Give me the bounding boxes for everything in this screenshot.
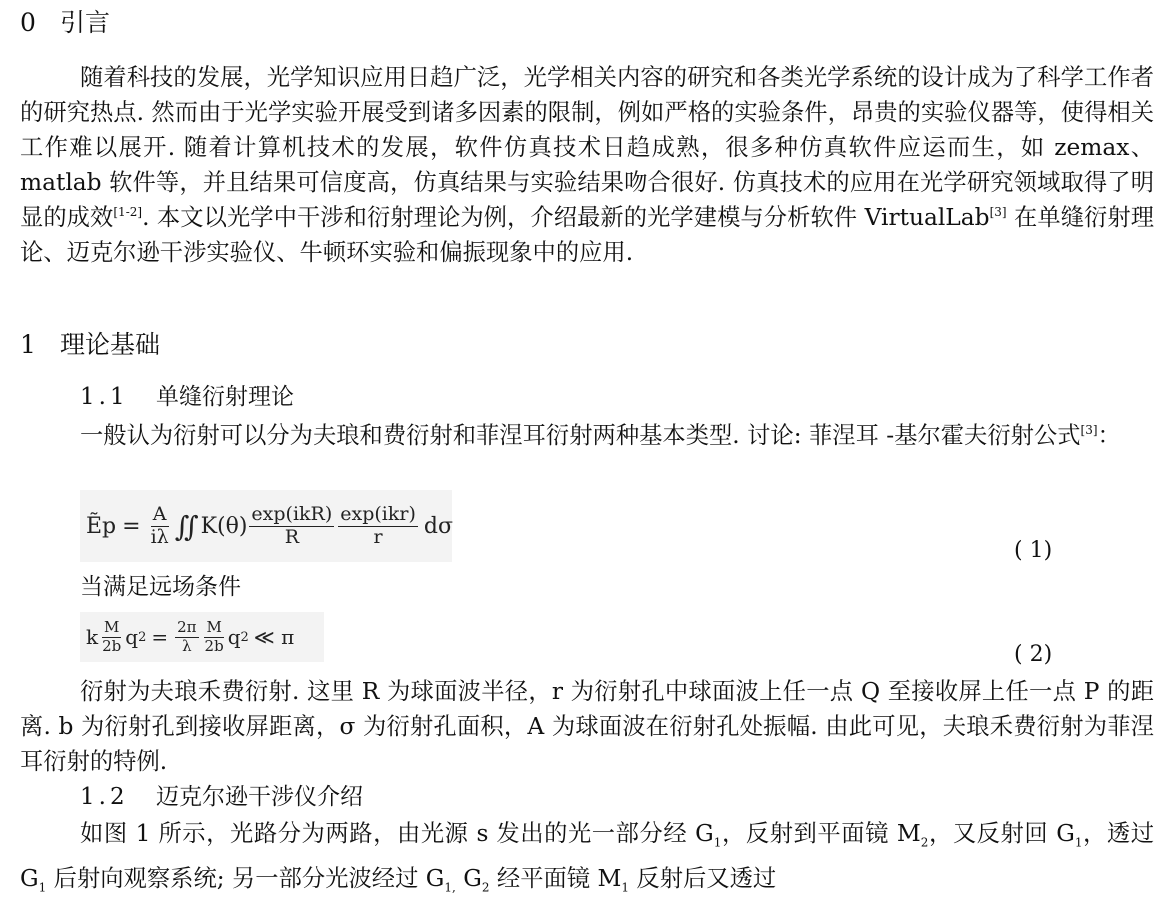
section-title: 引言 bbox=[60, 8, 111, 37]
formula-exponent: 2 bbox=[138, 629, 147, 645]
formula-equals: = bbox=[151, 625, 169, 649]
section-number: 1 bbox=[20, 330, 36, 359]
diffraction-text: 一般认为衍射可以分为夫琅和费衍射和菲涅耳衍射两种基本类型. 讨论: 菲涅耳 -基尔霍夫衍射公式 bbox=[80, 422, 1081, 449]
subsection-heading-1-1 bbox=[80, 382, 294, 412]
intro-text-2: . 本文以光学中干涉和衍射理论为例，介绍最新的光学建模与分析软件 VirtualLab bbox=[142, 204, 990, 231]
section-heading-theory bbox=[20, 330, 160, 360]
formula-relation: ≪ π bbox=[253, 625, 295, 649]
formula-fraction: $\frac{\text{exp(ikr)}}{r}$ bbox=[340, 502, 416, 548]
formula-far-field bbox=[80, 612, 324, 662]
formula-fraction: $\frac{A}{i\lambda}$ bbox=[150, 502, 169, 548]
formula-equals: = bbox=[122, 513, 141, 539]
subsection-heading-1-2 bbox=[80, 782, 363, 812]
formula-lhs: Ẽp bbox=[86, 513, 117, 539]
formula-fraction: $\frac{\text{exp(ikR)}}{R}$ bbox=[251, 502, 333, 548]
section-heading-intro bbox=[20, 8, 110, 38]
subsection-number: 1.1 bbox=[80, 384, 129, 410]
equation-number-2: ( 2) bbox=[1014, 642, 1053, 667]
subsection-number: 1.2 bbox=[80, 784, 129, 810]
intro-text-1: 随着科技的发展，光学知识应用日趋广泛，光学相关内容的研究和各类光学系统的设计成为了科学工作者的研究热点. 然而由于光学实验开展受到诸多因素的限制，例如严格的实验条件，昂贵的实验仪器等，使得相关工作难以展开. 随着计算机技术的发展，软件仿真技术日趋成熟，很多种仿真软件应运而生，如 zemax、matlab 软件等，并且结果可信度高，仿真结果与实验结果吻合很好. 仿真技术的应用在光学研究领域取得了明显的成效 bbox=[20, 64, 1154, 231]
far-field-condition-text: 当满足远场条件 bbox=[80, 574, 241, 600]
formula-fraction: $\frac{M}{2b}$ bbox=[102, 618, 122, 655]
double-integral-symbol: ∬ bbox=[174, 509, 199, 543]
subsection-title: 迈克尔逊干涉仪介绍 bbox=[156, 784, 363, 810]
section-title: 理论基础 bbox=[60, 330, 161, 359]
diffraction-paragraph bbox=[20, 418, 1154, 453]
intro-paragraph bbox=[20, 60, 1154, 270]
citation-3: [3] bbox=[1080, 423, 1098, 438]
formula-fraction: $\frac{2\pi}{\lambda}$ bbox=[177, 618, 197, 655]
formula-symbol: k bbox=[86, 625, 99, 649]
formula-symbol: q bbox=[227, 625, 241, 649]
formula-kernel: K(θ) bbox=[200, 513, 248, 539]
formula-symbol: q bbox=[125, 625, 139, 649]
diffraction-explanation-paragraph: 衍射为夫琅禾费衍射. 这里 R 为球面波半径，r 为衍射孔中球面波上任一点 Q 至接收屏上任一点 P 的距离. b 为衍射孔到接收屏距离，σ 为衍射孔面积，A 为球面波在衍射孔处振幅. 由此可见，夫琅禾费衍射为菲涅耳衍射的特例. bbox=[20, 678, 1154, 775]
formula-fraction: $\frac{M}{2b}$ bbox=[204, 618, 224, 655]
formula-differential: dσ bbox=[423, 513, 453, 539]
formula-exponent: 2 bbox=[240, 629, 249, 645]
equation-number-1: ( 1) bbox=[1014, 538, 1053, 563]
subsection-title: 单缝衍射理论 bbox=[156, 384, 294, 410]
intro-text-3: 在单缝衍射理论、迈克尔逊干涉实验仪、牛顿环实验和偏振现象中的应用. bbox=[20, 204, 1155, 266]
diffraction-text-end: ： bbox=[1097, 422, 1121, 449]
citation-3: [3] bbox=[989, 205, 1007, 220]
section-number: 0 bbox=[20, 8, 36, 37]
citation-1-2: [1-2] bbox=[113, 205, 143, 220]
formula-fresnel-kirchhoff bbox=[80, 490, 452, 562]
michelson-paragraph: 如图 1 所示，光路分为两路，由光源 s 发出的光一部分经 $G_1$，反射到平面镜 $M_2$，又反射回 $G_1$，透过 $G_1$ 后射向观察系统; 另一部分光波经过 $G_{1,}$ $G_2$ 经平面镜 $M_1$ 反射后又透过 bbox=[20, 820, 1155, 895]
